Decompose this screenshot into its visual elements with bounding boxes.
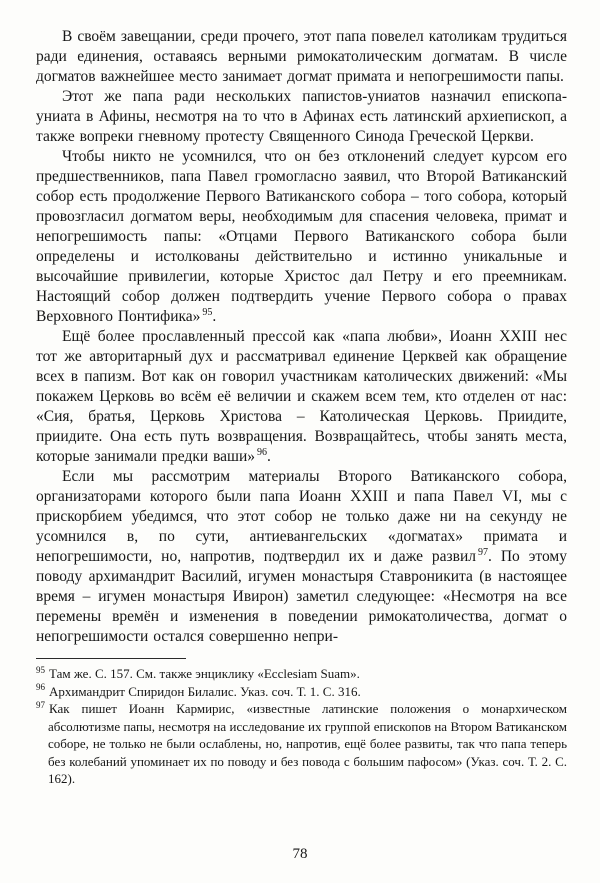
footnote-ref-97: 97 — [478, 546, 489, 558]
footnote-ref-95: 95 — [202, 306, 213, 318]
footnote-number: 95 — [36, 664, 45, 675]
footnote-number: 96 — [36, 682, 45, 693]
footnote-number: 97 — [36, 699, 45, 710]
paragraph — [36, 467, 567, 647]
footnote-separator — [36, 658, 186, 659]
footnote-text: Там же. С. 157. См. также энциклику «Ecclesiam Suam». — [49, 666, 360, 681]
footnote-text: Архимандрит Спиридон Билалис. Указ. соч. Т. 1. С. 316. — [49, 683, 361, 699]
paragraph-text: В своём завещании, среди прочего, этот папа повелел католикам трудиться ради единения, оставаясь верными римокатолическим догматам. В числе догматов важнейшее место занимает догмат примата и непогрешимости папы. — [36, 28, 567, 85]
main-text — [36, 27, 567, 647]
footnote — [36, 700, 567, 788]
footnote — [36, 683, 567, 701]
paragraph-text: . — [267, 448, 271, 465]
footnote-ref-96: 96 — [257, 446, 268, 458]
paragraph-text: . — [212, 308, 217, 325]
paragraph-text: Ещё более прославленный прессой как «папа любви», Иоанн XXIII нес тот же авторитарный дух и рассматривал единение Церквей как обращение всех в папизм. Вот как он говорил участникам католических движений: «Мы покажем Церковь во всём её величии и скажем всем тем, кто отделен от нас: «Сия, братья, Церковь Христова – Католическая Церковь. Приидите, приидите. Она есть путь возвращения. Возвращайтесь, чтобы занять места, которые занимали предки ваши» — [36, 328, 567, 465]
paragraph — [36, 87, 567, 147]
footnote — [36, 665, 567, 683]
paragraph — [36, 147, 567, 327]
paragraph-text: Чтобы никто не усомнился, что он без отклонений следует курсом его предшественников, папа Павел громогласно заявил, что Второй Ватиканский собор есть продолжение Первого Ватиканского собора – того собора, который провозгласил догматом веры, необходимым для спасения человека, примат и непогрешимость папы: «Отцами Первого Ватиканского собора были определены и истолкованы действительно и истинно уникальные и высочайшие привилегии, которые Христос дал Петру и его преемникам. Настоящий собор должен подтвердить учение Первого собора о правах Верховного Понтифика» — [36, 148, 567, 325]
paragraph-text: . По этому поводу архимандрит Василий, игумен монастыря Ставроникита (в настоящее время – игумен монастыря Ивирон) заметил следующее: «Несмотря на все перемены времён и изменения в поведении римокатоличества, догмат о непогрешимости остался совершенно непри- — [36, 548, 567, 645]
paragraph — [36, 27, 567, 87]
paragraph — [36, 327, 567, 467]
paragraph-text: Если мы рассмотрим материалы Второго Ватиканского собора, организаторами которого были папа Иоанн XXIII и папа Павел VI, мы с прискорбием убедимся, что этот собор не только даже ни на секунду не усомнился в, по сути, антиевангельских «догматах» примата и непогрешимости, но, напротив, подтвердил их и даже развил — [36, 468, 567, 565]
footnote-text: Как пишет Иоанн Кармирис, «известные латинские положения о монархическом абсолютизме папы, несмотря на исследование их группой епископов на Втором Ватиканском соборе, не только не были ослаблены, но, напротив, ещё более развиты, так что папа теперь без колебаний упоминает их по поводу и без повода с большим пафосом» (Указ. соч. Т. 2. С. 162). — [48, 701, 567, 786]
page-number: 78 — [292, 846, 308, 862]
footnotes — [36, 665, 567, 788]
paragraph-text: Этот же папа ради нескольких папистов-униатов назначил епископа-униата в Афины, несмотря на то что в Афинах есть латинский архиепископ, а также вопреки гневному протесту Священного Синода Греческой Церкви. — [36, 88, 567, 145]
